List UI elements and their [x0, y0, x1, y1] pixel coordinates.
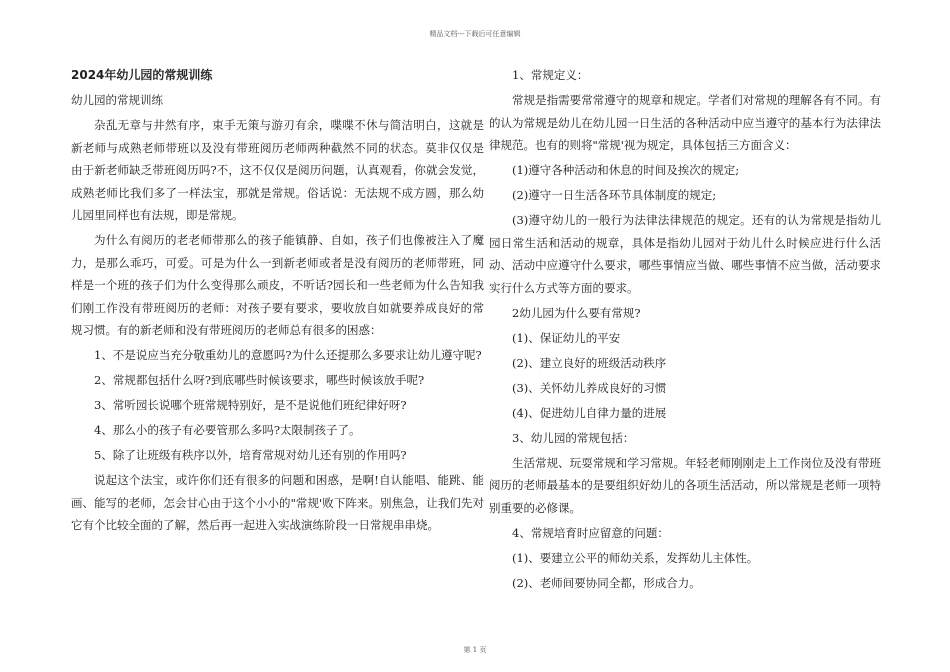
page-footer: 第 1 页	[463, 646, 487, 654]
note-item: (2)、老师间要协同全都，形成合力。	[512, 575, 701, 590]
question-item: 4、那么小的孩子有必要管那么多吗?太限制孩子了。	[94, 423, 361, 437]
reason-item: (2)、建立良好的班级活动秩序	[512, 355, 667, 370]
intro-paragraph: 杂乱无章与井然有序，束手无策与游刃有余，喋喋不休与简洁明白，这就是新老师与成熟老师带班以及没有带班阅历老师两种截然不同的状态。莫非仅仅是由于新老师缺乏带班阅历吗?不，这不仅仅是阅历问题，认真观看，你就会发觉，成熟老师比我们多了一样法宝，那就是常规。俗话说：无法规不成方圆，那么幼儿园里同样也有法规，即是常规。	[71, 118, 484, 222]
reason-item: (3)、关怀幼儿养成良好的习惯	[512, 380, 667, 395]
question-item: 1、不是说应当充分敬重幼儿的意愿吗?为什么还提那么多要求让幼儿遵守呢?	[94, 348, 482, 362]
routine-types-paragraph: 生活常规、玩耍常规和学习常规。年轻老师刚刚走上工作岗位及没有带班阅历的老师最基本的是要组织好幼儿的各项生活活动，所以常规是老师一项特别重要的必修课。	[489, 455, 881, 515]
section-heading: 4、常规培育时应留意的问题：	[512, 525, 669, 540]
page-header: 精品文档---下载后可任意编辑	[429, 30, 521, 38]
definition-item: (2)遵守一日生活各环节具体制度的规定;	[512, 188, 717, 202]
closing-paragraph: 说起这个法宝，或许你们还有很多的问题和困惑，是啊!自认能唱、能跳、能画、能写的老师，怎会甘心由于这个小小的"常规'败下阵来。别焦急，让我们先对它有个比较全面的了解，然后再一起进入实战演练阶段一日常规串串烧。	[71, 473, 484, 532]
definition-item: (3)遵守幼儿的一般行为法律法律规范的规定。还有的认为常规是指幼儿园日常生活和活动的规章，具体是指幼儿园对于幼儿什么时候应进行什么活动、活动中应遵守什么要求，哪些事情应当做、哪些事情不应当做，活动要求实行什么方式等方面的要求。	[489, 213, 881, 295]
question-item: 5、除了让班级有秩序以外，培育常规对幼儿还有别的作用吗?	[94, 448, 407, 462]
reason-item: (4)、促进幼儿自律力量的进展	[512, 405, 667, 420]
note-item: (1)、要建立公平的师幼关系，发挥幼儿主体性。	[512, 550, 759, 565]
document-title: 2024年幼儿园的常规训练	[71, 68, 213, 82]
reason-item: (1)、保证幼儿的平安	[512, 330, 621, 345]
section-heading: 1、常规定义：	[512, 68, 589, 82]
document-subtitle: 幼儿园的常规训练	[71, 93, 163, 107]
section-heading: 2幼儿园为什么要有常规?	[512, 305, 641, 320]
question-item: 3、常听园长说哪个班常规特别好，是不是说他们班纪律好呀?	[94, 398, 407, 412]
section-heading: 3、幼儿园的常规包括：	[512, 430, 635, 445]
question-intro-paragraph: 为什么有阅历的老老师带那么的孩子能镇静、自如，孩子们也像被注入了魔力，是那么乖巧，可爱。可是为什么一到新老师或者是没有阅历的老师带班，同样是一个班的孩子们为什么变得那么顽皮，不听话?园长和一些老师为什么告知我们刚工作没有带班阅历的老师：对孩子要有要求，要收放自如就要养成良好的常规习惯。有的新老师和没有带班阅历的老师总有很多的困惑：	[71, 233, 484, 337]
definition-item: (1)遵守各种活动和休息的时间及挨次的规定;	[512, 163, 740, 177]
right-column	[489, 64, 881, 597]
question-item: 2、常规都包括什么呀?到底哪些时候该要求，哪些时候该放手呢?	[94, 373, 425, 387]
left-column	[71, 64, 484, 539]
definition-paragraph: 常规是指需要常常遵守的规章和规定。学者们对常规的理解各有不同。有的认为常规是幼儿在幼儿园一日生活的各种活动中应当遵守的基本行为法律法律规范。也有的则将"常规'视为规定，具体包括三方面含义：	[489, 93, 881, 152]
